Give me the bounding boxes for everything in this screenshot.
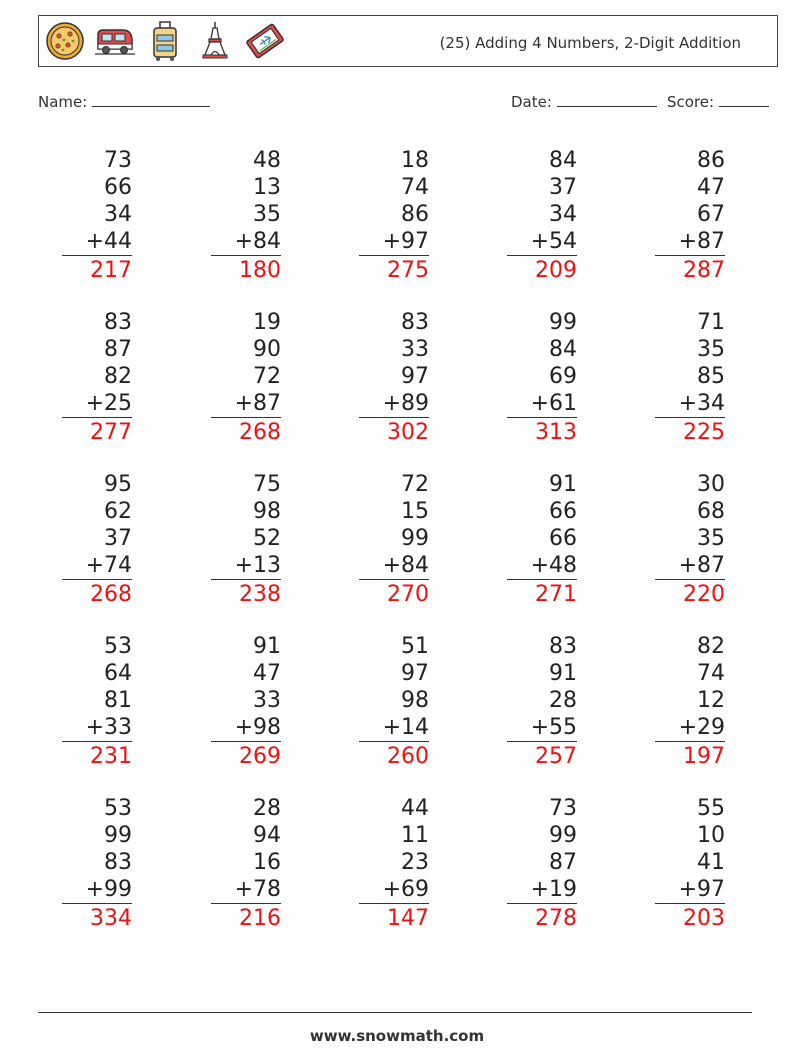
date-blank[interactable]: [557, 92, 657, 107]
addend: 33: [253, 688, 281, 713]
addend: 86: [401, 202, 429, 227]
addend: 98: [401, 688, 429, 713]
last-addend: +99: [62, 876, 132, 904]
addend: 83: [401, 310, 429, 335]
addend: 35: [697, 337, 725, 362]
score-blank[interactable]: [719, 92, 769, 107]
addition-problem: [62, 471, 132, 609]
last-addend: +19: [507, 876, 577, 904]
pizza-icon: [43, 19, 87, 63]
eiffel-tower-icon: [193, 19, 237, 63]
addend: 99: [104, 823, 132, 848]
addition-problem: [359, 147, 429, 285]
answer: 180: [239, 258, 281, 283]
addend: 97: [401, 364, 429, 389]
addend: 37: [549, 175, 577, 200]
addend: 28: [253, 796, 281, 821]
addend: 11: [401, 823, 429, 848]
addend: 91: [549, 472, 577, 497]
answer: 257: [535, 744, 577, 769]
addend: 87: [549, 850, 577, 875]
addition-problem: [655, 471, 725, 609]
last-addend: +87: [655, 552, 725, 580]
addend: 85: [697, 364, 725, 389]
last-addend: +87: [655, 228, 725, 256]
last-addend: +55: [507, 714, 577, 742]
answer: 278: [535, 906, 577, 931]
addition-problem: [211, 147, 281, 285]
addend: 34: [104, 202, 132, 227]
addend: 73: [549, 796, 577, 821]
addition-problem: [507, 309, 577, 447]
addend: 98: [253, 499, 281, 524]
addend: 15: [401, 499, 429, 524]
date-field[interactable]: [511, 92, 657, 111]
addend: 97: [401, 661, 429, 686]
addend: 33: [401, 337, 429, 362]
addition-problem: [211, 309, 281, 447]
camper-van-icon: [93, 19, 137, 63]
addend: 75: [253, 472, 281, 497]
answer: 269: [239, 744, 281, 769]
answer: 197: [683, 744, 725, 769]
addend: 44: [401, 796, 429, 821]
addition-problem: [62, 795, 132, 933]
addition-problem: [655, 309, 725, 447]
addend: 86: [697, 148, 725, 173]
last-addend: +33: [62, 714, 132, 742]
worksheet-header: [38, 15, 778, 67]
suitcase-icon: [143, 19, 187, 63]
answer: 271: [535, 582, 577, 607]
addition-problem: [359, 309, 429, 447]
addend: 66: [104, 175, 132, 200]
footer-site: www.snowmath.com: [309, 1027, 485, 1045]
addition-problem: [507, 147, 577, 285]
addend: 87: [104, 337, 132, 362]
addend: 69: [549, 364, 577, 389]
last-addend: +48: [507, 552, 577, 580]
addend: 82: [697, 634, 725, 659]
addend: 16: [253, 850, 281, 875]
addend: 68: [697, 499, 725, 524]
last-addend: +78: [211, 876, 281, 904]
name-field[interactable]: [38, 92, 210, 111]
addition-problem: [211, 795, 281, 933]
header-icons: [43, 18, 293, 64]
date-label: Date:: [511, 93, 552, 111]
addend: 83: [104, 850, 132, 875]
answer: 268: [90, 582, 132, 607]
addend: 81: [104, 688, 132, 713]
addend: 99: [401, 526, 429, 551]
last-addend: +98: [211, 714, 281, 742]
answer: 225: [683, 420, 725, 445]
addend: 30: [697, 472, 725, 497]
addend: 83: [549, 634, 577, 659]
addition-problem: [359, 795, 429, 933]
last-addend: +84: [211, 228, 281, 256]
worksheet-title: (25) Adding 4 Numbers, 2-Digit Addition: [439, 34, 741, 52]
addend: 82: [104, 364, 132, 389]
answer: 231: [90, 744, 132, 769]
addition-problem: [62, 309, 132, 447]
addend: 37: [104, 526, 132, 551]
addend: 84: [549, 148, 577, 173]
name-label: Name:: [38, 93, 88, 111]
last-addend: +61: [507, 390, 577, 418]
last-addend: +25: [62, 390, 132, 418]
addend: 91: [549, 661, 577, 686]
last-addend: +97: [359, 228, 429, 256]
addend: 62: [104, 499, 132, 524]
answer: 209: [535, 258, 577, 283]
plane-ticket-icon: [243, 19, 287, 63]
addend: 94: [253, 823, 281, 848]
addend: 12: [697, 688, 725, 713]
last-addend: +84: [359, 552, 429, 580]
answer: 268: [239, 420, 281, 445]
addition-problem: [62, 147, 132, 285]
addend: 28: [549, 688, 577, 713]
addend: 47: [697, 175, 725, 200]
last-addend: +44: [62, 228, 132, 256]
addition-problem: [211, 633, 281, 771]
last-addend: +13: [211, 552, 281, 580]
last-addend: +69: [359, 876, 429, 904]
score-field[interactable]: [667, 92, 769, 111]
answer: 334: [90, 906, 132, 931]
last-addend: +29: [655, 714, 725, 742]
addend: 13: [253, 175, 281, 200]
last-addend: +54: [507, 228, 577, 256]
addend: 66: [549, 499, 577, 524]
addend: 35: [253, 202, 281, 227]
addition-problem: [62, 633, 132, 771]
answer: 275: [387, 258, 429, 283]
addend: 66: [549, 526, 577, 551]
answer: 313: [535, 420, 577, 445]
last-addend: +34: [655, 390, 725, 418]
addition-problem: [507, 633, 577, 771]
addend: 73: [104, 148, 132, 173]
addend: 47: [253, 661, 281, 686]
addend: 72: [253, 364, 281, 389]
addition-problem: [655, 147, 725, 285]
addend: 99: [549, 823, 577, 848]
last-addend: +14: [359, 714, 429, 742]
addend: 34: [549, 202, 577, 227]
answer: 220: [683, 582, 725, 607]
answer: 147: [387, 906, 429, 931]
addition-problem: [211, 471, 281, 609]
last-addend: +74: [62, 552, 132, 580]
addition-problem: [655, 633, 725, 771]
score-label: Score:: [667, 93, 715, 111]
answer: 287: [683, 258, 725, 283]
last-addend: +97: [655, 876, 725, 904]
answer: 260: [387, 744, 429, 769]
addend: 35: [697, 526, 725, 551]
footer-divider: [38, 1012, 752, 1013]
addend: 23: [401, 850, 429, 875]
addition-problem: [655, 795, 725, 933]
addend: 48: [253, 148, 281, 173]
addend: 67: [697, 202, 725, 227]
addend: 53: [104, 634, 132, 659]
addend: 74: [401, 175, 429, 200]
addend: 99: [549, 310, 577, 335]
addend: 71: [697, 310, 725, 335]
answer: 216: [239, 906, 281, 931]
addend: 55: [697, 796, 725, 821]
addend: 41: [697, 850, 725, 875]
addition-problem: [359, 633, 429, 771]
answer: 217: [90, 258, 132, 283]
name-blank[interactable]: [92, 92, 210, 107]
answer: 270: [387, 582, 429, 607]
answer: 302: [387, 420, 429, 445]
addend: 74: [697, 661, 725, 686]
last-addend: +87: [211, 390, 281, 418]
answer: 277: [90, 420, 132, 445]
addition-problem: [359, 471, 429, 609]
addition-problem: [507, 795, 577, 933]
addend: 83: [104, 310, 132, 335]
addend: 51: [401, 634, 429, 659]
addend: 91: [253, 634, 281, 659]
addend: 72: [401, 472, 429, 497]
addend: 95: [104, 472, 132, 497]
addend: 10: [697, 823, 725, 848]
addend: 18: [401, 148, 429, 173]
answer: 238: [239, 582, 281, 607]
addend: 64: [104, 661, 132, 686]
answer: 203: [683, 906, 725, 931]
last-addend: +89: [359, 390, 429, 418]
addend: 84: [549, 337, 577, 362]
addend: 53: [104, 796, 132, 821]
addend: 52: [253, 526, 281, 551]
addend: 19: [253, 310, 281, 335]
addend: 90: [253, 337, 281, 362]
addition-problem: [507, 471, 577, 609]
